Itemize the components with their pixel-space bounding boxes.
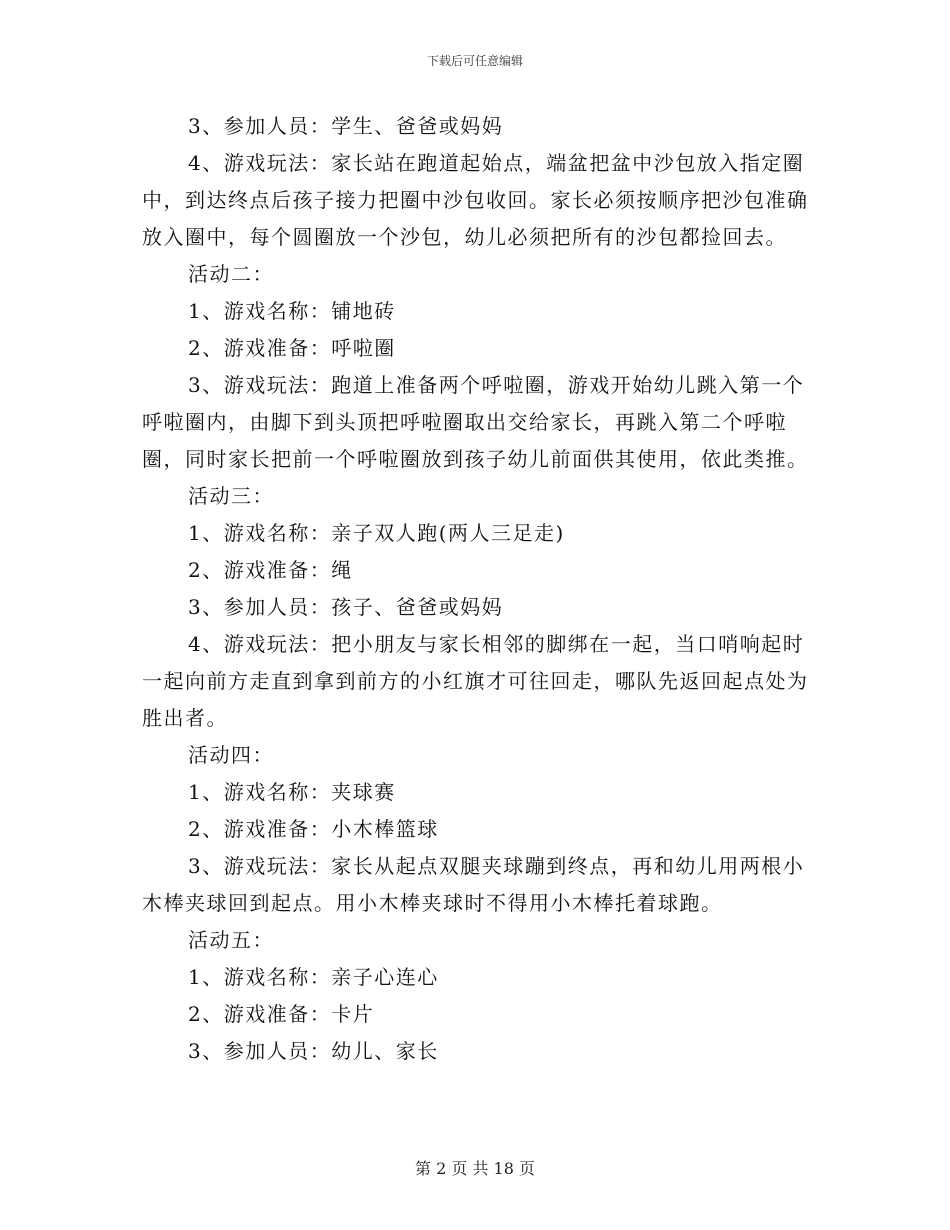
paragraph: 2、游戏准备：呼啦圈 xyxy=(188,336,396,360)
paragraph: 3、参加人员：孩子、爸爸或妈妈 xyxy=(188,595,504,619)
paragraph: 4、游戏玩法：把小朋友与家长相邻的脚绑在一起，当口哨响起时一起向前方走直到拿到前方的小红旗才可往回走，哪队先返回起点处为胜出者。 xyxy=(142,632,809,730)
page-header: 下载后可任意编辑 xyxy=(426,54,523,68)
paragraph: 2、游戏准备：卡片 xyxy=(188,1002,375,1026)
paragraph: 1、游戏名称：夹球赛 xyxy=(188,780,396,804)
paragraph: 4、游戏玩法：家长站在跑道起始点，端盆把盆中沙包放入指定圈中，到达终点后孩子接力把圈中沙包收回。家长必须按顺序把沙包准确放入圈中，每个圆圈放一个沙包，幼儿必须把所有的沙包都捡回去。 xyxy=(142,151,809,249)
page-number: 第 2 页 共 18 页 xyxy=(415,1159,535,1178)
paragraph: 2、游戏准备：绳 xyxy=(188,558,353,582)
section-heading: 活动二： xyxy=(188,262,274,286)
paragraph: 1、游戏名称：铺地砖 xyxy=(188,299,396,323)
section-heading: 活动三： xyxy=(188,484,274,508)
paragraph: 3、参加人员：学生、爸爸或妈妈 xyxy=(188,114,504,138)
paragraph: 3、参加人员：幼儿、家长 xyxy=(188,1039,439,1063)
document-body xyxy=(142,108,810,1070)
paragraph: 2、游戏准备：小木棒篮球 xyxy=(188,817,439,841)
paragraph: 3、游戏玩法：家长从起点双腿夹球蹦到终点，再和幼儿用两根小木棒夹球回到起点。用小木棒夹球时不得用小木棒托着球跑。 xyxy=(142,854,805,915)
section-heading: 活动五： xyxy=(188,928,274,952)
paragraph: 1、游戏名称：亲子心连心 xyxy=(188,965,439,989)
section-heading: 活动四： xyxy=(188,743,274,767)
paragraph: 3、游戏玩法：跑道上准备两个呼啦圈，游戏开始幼儿跳入第一个呼啦圈内，由脚下到头顶把呼啦圈取出交给家长，再跳入第二个呼啦圈，同时家长把前一个呼啦圈放到孩子幼儿前面供其使用，依此类推。 xyxy=(142,373,809,471)
paragraph: 1、游戏名称：亲子双人跑(两人三足走) xyxy=(188,521,565,545)
